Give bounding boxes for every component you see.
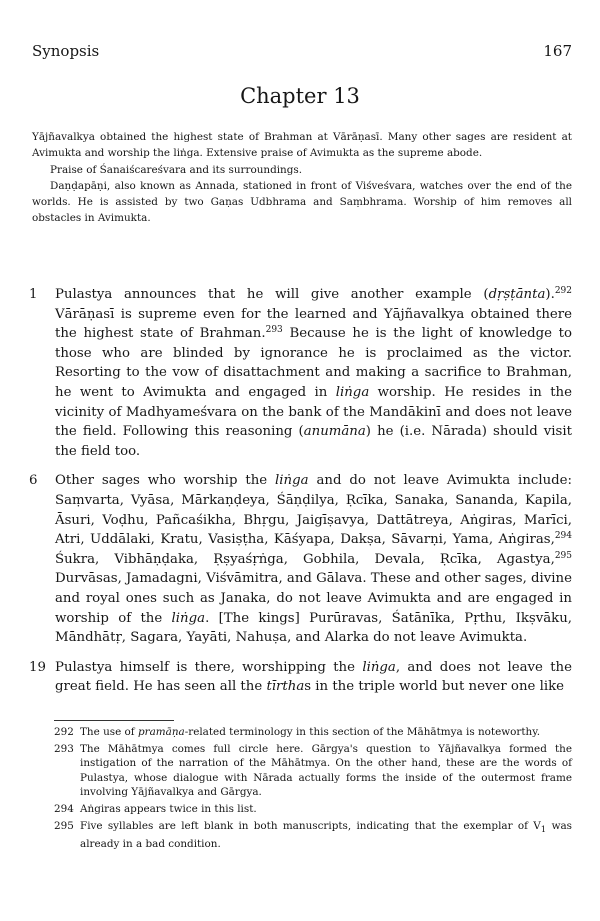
footnote-marker: 292	[554, 286, 572, 296]
chapter-title: Chapter 13	[240, 84, 360, 108]
page-number: 167	[543, 42, 572, 60]
main-text	[29, 285, 573, 707]
verse-paragraph	[29, 471, 573, 647]
chapter-synopsis	[32, 130, 572, 228]
footnote-number: 293	[54, 742, 74, 755]
verse-paragraph	[29, 285, 573, 461]
footnotes	[54, 725, 572, 854]
text-run: Vārāṇasī is supreme even for the learned and Yājñavalkya obtained there the highest state of Brahman.	[55, 306, 572, 342]
verse-number: 19	[29, 659, 46, 675]
footnote-number: 295	[54, 819, 74, 832]
text-run: s in the triple world but never one like	[304, 679, 565, 695]
text-run: ) he (i.e. Nārada) should visit the field too.	[55, 424, 572, 459]
footnote-number: 292	[54, 726, 74, 738]
footnote-number: 294	[54, 802, 74, 815]
italic-term: pramāṇa	[137, 726, 185, 738]
italic-term: tīrtha	[266, 679, 305, 695]
text-run: Aṅgiras appears twice in this list.	[80, 802, 257, 815]
text-run: worship. He resides in the vicinity of Madhyameśvara on the bank of the Mandākinī and does not leave the field. Following this reasoning (	[55, 384, 572, 440]
italic-term: dṛṣṭānta	[488, 287, 546, 302]
text-run: was already in a bad condition.	[80, 819, 572, 851]
verse-number: 6	[29, 473, 38, 489]
running-head	[32, 42, 572, 62]
footnote	[54, 802, 572, 817]
footnote	[54, 725, 572, 740]
footnote-marker: 295	[554, 550, 572, 561]
italic-term: liṅga	[335, 384, 370, 400]
text-run: Durvāsas, Jamadagni, Viśvāmitra, and Gālava. These and other sages, divine and royal ones such as Janaka, do not leave Avimukta and are engaged in worship of the	[55, 571, 572, 626]
text-run: Pulastya announces that he will give another example (	[55, 287, 489, 302]
italic-term: liṅga	[362, 659, 396, 675]
synopsis-paragraph: Praise of Śanaiścareśvara and its surroundings.	[50, 163, 303, 176]
text-run: Pulastya himself is there, worshipping the	[55, 659, 363, 675]
footnote	[54, 742, 572, 800]
italic-term: liṅga	[171, 610, 206, 626]
text-run: , and does not leave the great field. He has seen all the	[55, 659, 572, 695]
text-run: and do not leave Avimukta include: Saṃvarta, Vyāsa, Mārkaṇḍeya, Śāṇḍilya, Ṛcīka, Sanaka, Sananda, Kapila, Āsuri, Voḍhu, Pañcaśikha, Bhṛgu, Jaigīṣavya, Dattātreya, Aṅgiras, Marīci, Atri, Uddālaki, Kratu, Vasiṣṭha, Kāśyapa, Dakṣa, Sāvarṇi, Yama, Aṅgiras,	[55, 473, 573, 548]
running-head-title: Synopsis	[32, 42, 100, 60]
footnote-text	[80, 743, 572, 799]
paragraph-text	[55, 473, 572, 645]
footnote-marker: 293	[265, 325, 283, 336]
text-run: . [The kings] Purūravas, Śatānīka, Pṛthu, Ikṣvāku, Māndhātṛ, Sagara, Yayāti, Nahuṣa, and Alarka do not leave Avimukta.	[55, 610, 573, 646]
text-run: -related terminology in this section of the Māhātmya is noteworthy.	[184, 726, 541, 738]
italic-term: anumāna	[303, 424, 366, 440]
synopsis-paragraph: Daṇḍapāṇi, also known as Annada, stationed in front of Viśveśvara, watches over the end of the worlds. He is assisted by two Gaṇas Udbhrama and Saṃbhrama. Worship of him removes all obstacles in Avimukta.	[32, 180, 572, 224]
footnote-rule	[54, 720, 174, 721]
text-run: Other sages who worship the	[55, 473, 276, 489]
footnote-text	[80, 803, 257, 815]
synopsis-paragraph: Yājñavalkya obtained the highest state of Brahman at Vārāṇasī. Many other sages are resident at Avimukta and worship the liṅga. Extensive praise of Avimukta as the supreme abode.	[32, 131, 572, 159]
paragraph-text	[55, 287, 572, 459]
verse-paragraph	[29, 658, 572, 697]
text-run: ).	[545, 287, 555, 302]
text-run: Five syllables are left blank in both manuscripts, indicating that the exemplar of V	[80, 819, 541, 832]
paragraph-text	[55, 660, 572, 695]
text-run: Because he is the light of knowledge to those who are blinded by ignorance he is proclaimed as the victor. Resorting to the vow of disattachment and making a sacrifice to Brahman, he went to Avimukta and engaged in	[55, 326, 573, 400]
footnote	[54, 819, 572, 852]
footnote-text	[80, 726, 540, 738]
verse-number: 1	[29, 287, 38, 302]
footnote-marker: 294	[554, 531, 572, 542]
italic-term: liṅga	[275, 473, 309, 489]
footnote-text	[80, 820, 572, 851]
text-run: The use of	[80, 726, 138, 738]
text-run: 1	[540, 824, 547, 835]
text-run: The Māhātmya comes full circle here. Gārgya's question to Yājñavalkya formed the instigation of the narration of the Māhātmya. On the other hand, these are the words of Pulastya, whose dialogue with Nārada actually forms the inside of the outermost frame involving Yājñavalkya and Gārgya.	[80, 742, 572, 799]
text-run: Śukra, Vibhāṇḍaka, Ṛṣyaśṛṅga, Gobhila, Devala, Ṛcīka, Agastya,	[55, 551, 555, 567]
